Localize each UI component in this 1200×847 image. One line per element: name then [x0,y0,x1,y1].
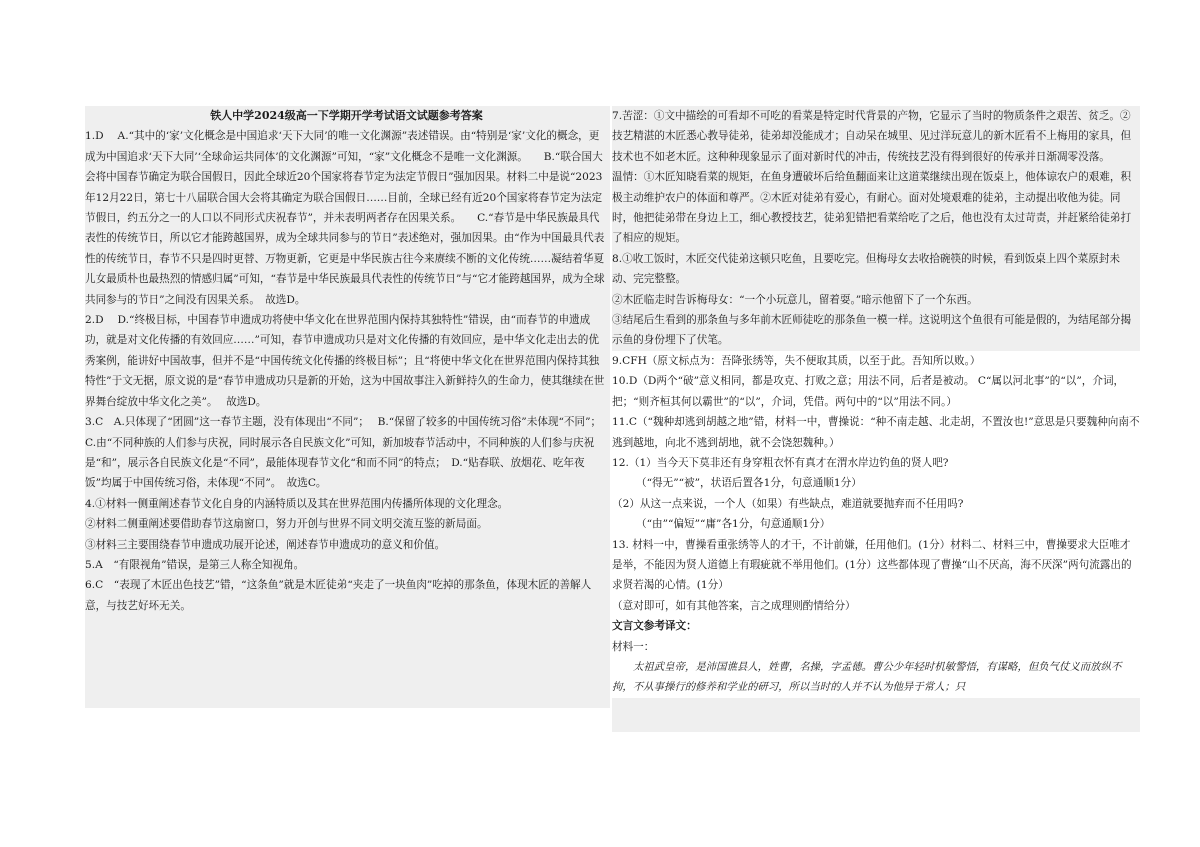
answer-paragraph: ②材料二侧重阐述要借助春节这扇窗口，努力开创与世界不同文明交流互鉴的新局面。 [85,518,488,531]
scoring-note: （“得无”“被”，状语后置各1分，句意通顺1分） [636,477,862,490]
answer-paragraph: 13. 材料一中，曹操看重张绣等人的才干，不计前嫌，任用他们。(1分）材料二、材料三中，曹操要求大臣唯才是举，不能因为贤人道德上有瑕疵就不举用他们。(1分）这些都体现了曹操“山不厌高，海不厌深”两句流露出的求贤若渴的心情。(1分） [612,538,1132,592]
answer-paragraph: 7.苦涩：①文中描绘的可看却不可吃的看菜是特定时代背景的产物，它显示了当时的物质条件之艰苦、贫乏。②技艺精湛的木匠悉心教导徒弟，徒弟却没能成才；自动呆在城里、见过洋玩意儿的新木匠看不上梅用的家具，但技术也不如老木匠。这种种现象显示了面对新时代的冲击，传统技艺没有得到很好的传承并日渐凋零没落。 [612,110,1132,163]
material-label: 材料一： [612,640,655,653]
answer-paragraph: 3.C A.只体现了“团圆”这一春节主题，没有体现出“不同”； B.“保留了较多的中国传统习俗”未体现“不同”； C.由“不同种族的人们参与庆祝，同时展示各自民族文化”可知，新加坡春节活动中，不同种族的人们参与庆祝是“和”，展示各自民族文化是“不同”，最能体现春节文化“和而不同”的特点； D.“贴春联、放烟花、吃年夜饭”均属于中国传统习俗，未体现“不同”。 故选C。 [85,416,607,490]
answer-paragraph: ③结尾后生看到的那条鱼与多年前木匠师徒吃的那条鱼一模一样。这说明这个鱼很有可能是假的，为结尾部分揭示鱼的身份埋下了伏笔。 [612,314,1132,347]
answer-paragraph: 温情：①木匠知晓看菜的规矩，在鱼身遭破坏后给鱼翻面来让这道菜继续出现在饭桌上，他体谅农户的艰难，积极主动维护农户的体面和尊严。②木匠对徒弟有爱心，有耐心。面对处境艰难的徒弟，主动提出收他为徒。同时，他把徒弟带在身边上工，细心教授技艺，徒弟犯错把看菜给吃了之后，他也没有太过苛责，并赶紧给徒弟打了相应的规矩。 [612,171,1132,245]
answer-paragraph: 5.A “有限视角”错误，是第三人称全知视角。 [85,558,305,571]
answer-paragraph: 4.①材料一侧重阐述春节文化自身的内涵特质以及其在世界范围内传播所体现的文化理念。 [85,497,509,510]
document-title: 铁人中学2024级高一下学期开学考试语文试题参考答案 [210,109,483,122]
right-column [612,106,1140,732]
translation-text: 太祖武皇帝，是沛国谯县人，姓曹，名操，字孟德。曹公少年轻时机敏警悟，有谋略，但负气仗义而放纵不拘，不从事操行的修养和学业的研习，所以当时的人并不认为他异于常人；只 [612,660,1122,694]
answer-paragraph: （2）从这一点来说，一个人（如果）有些缺点，难道就要抛弃而不任用吗? [612,497,964,510]
answer-paragraph: 2.D D.“终极目标，中国春节申遗成功将使中华文化在世界范围内保持其独特性”错误，由“而春节的申遗成功，就是对文化传播的有效回应……”可知，春节申遗成功只是对文化传播的有效回应，是中华文化走出去的优秀案例，能讲好中国故事，但并不是“中国传统文化传播的终极目标”；且“将使中华文化在世界范围内保持其独特性”于文无据，原文说的是“春节申遗成功只是新的开始，这为中国故事注入新鲜持久的生命力，使其继续在世界舞台绽放中华文化之美”。 故选D。 [85,314,605,408]
answer-paragraph: 9.CFH（原文标点为：吾降张绣等，失不便取其质，以至于此。吾知所以败。） [612,354,981,367]
answer-paragraph: 1.D A.“其中的‘家’文化概念是中国追求‘天下大同’的唯一文化渊源”表述错误。由“特别是‘家’文化的概念，更成为中国追求‘天下大同’‘全球命运共同体’的文化渊源”可知，“家”文化概念不是唯一文化渊源。 B.“联合国大会将中国春节确定为联合国假日，因此全球近20个国家将春节定为法定节假日”强加因果。材料二中是说“2023年12月22日，第七十八届联合国大会将其确定为联合国假日……目前，全球已经有近20个国家将春节定为法定节假日，约五分之一的人口以不同形式庆祝春节”，并未表明两者存在因果关系。 C.“春节是中华民族最具代表性的传统节日，所以它才能跨越国界，成为全球共同参与的节日”表述绝对，强加因果。由“作为中国最具代表性的传统节日，春节不只是四时更替、万物更新，它更是中华民族古往今来赓续不断的文化传统……凝结着华夏儿女最质朴也最热烈的情感归属”可知，“春节是中华民族最具代表性的传统节日”与“它才能跨越国界，成为全球共同参与的节日”之间没有因果关系。 故选D。 [85,130,605,306]
answer-paragraph: 12.（1）当今天下莫非还有身穿粗衣怀有真才在渭水岸边钓鱼的贤人吧? [612,456,949,469]
scoring-note: （意对即可，如有其他答案，言之成理则酌情给分） [612,599,856,612]
answer-paragraph: 11.C（“魏种却逃到胡越之地”错，材料一中，曹操说：“种不南走越、北走胡，不置汝也!”意思是只要魏种向南不逃到越地，向北不逃到胡地，就不会饶恕魏种。） [612,416,1140,449]
answer-paragraph: 6.C “表现了木匠出色技艺”错，“这条鱼”就是木匠徒弟“夹走了一块鱼肉”吃掉的那条鱼，体现木匠的善解人意，与技艺好坏无关。 [85,579,592,612]
scoring-note: （“由”“偏短”“庸”各1分，句意通顺1分） [636,518,831,531]
answer-paragraph: ②木匠临走时告诉梅母女：“一个小玩意儿，留着耍。”暗示他留下了一个东西。 [612,293,978,306]
answer-paragraph: 8.①收工饭时，木匠交代徒弟这顿只吃鱼，且要吃完。但梅母女去收拾碗筷的时候，看到饭桌上四个菜原封未动、完完整整。 [612,252,1121,286]
left-column [85,106,610,708]
white-section [612,351,1140,698]
answer-paragraph: 10.D（D两个“破”意义相同，都是攻克、打败之意；用法不同，后者是被动。 C“属以河北事”的“以”，介词，把；“则齐桓其何以霸世”的“以”，介词，凭借。两句中的“以”用法不同。） [612,375,1125,408]
answer-paragraph: ③材料三主要围绕春节申遗成功展开论述，阐述春节申遗成功的意义和价值。 [85,538,446,551]
translation-heading: 文言文参考译文： [612,620,697,633]
